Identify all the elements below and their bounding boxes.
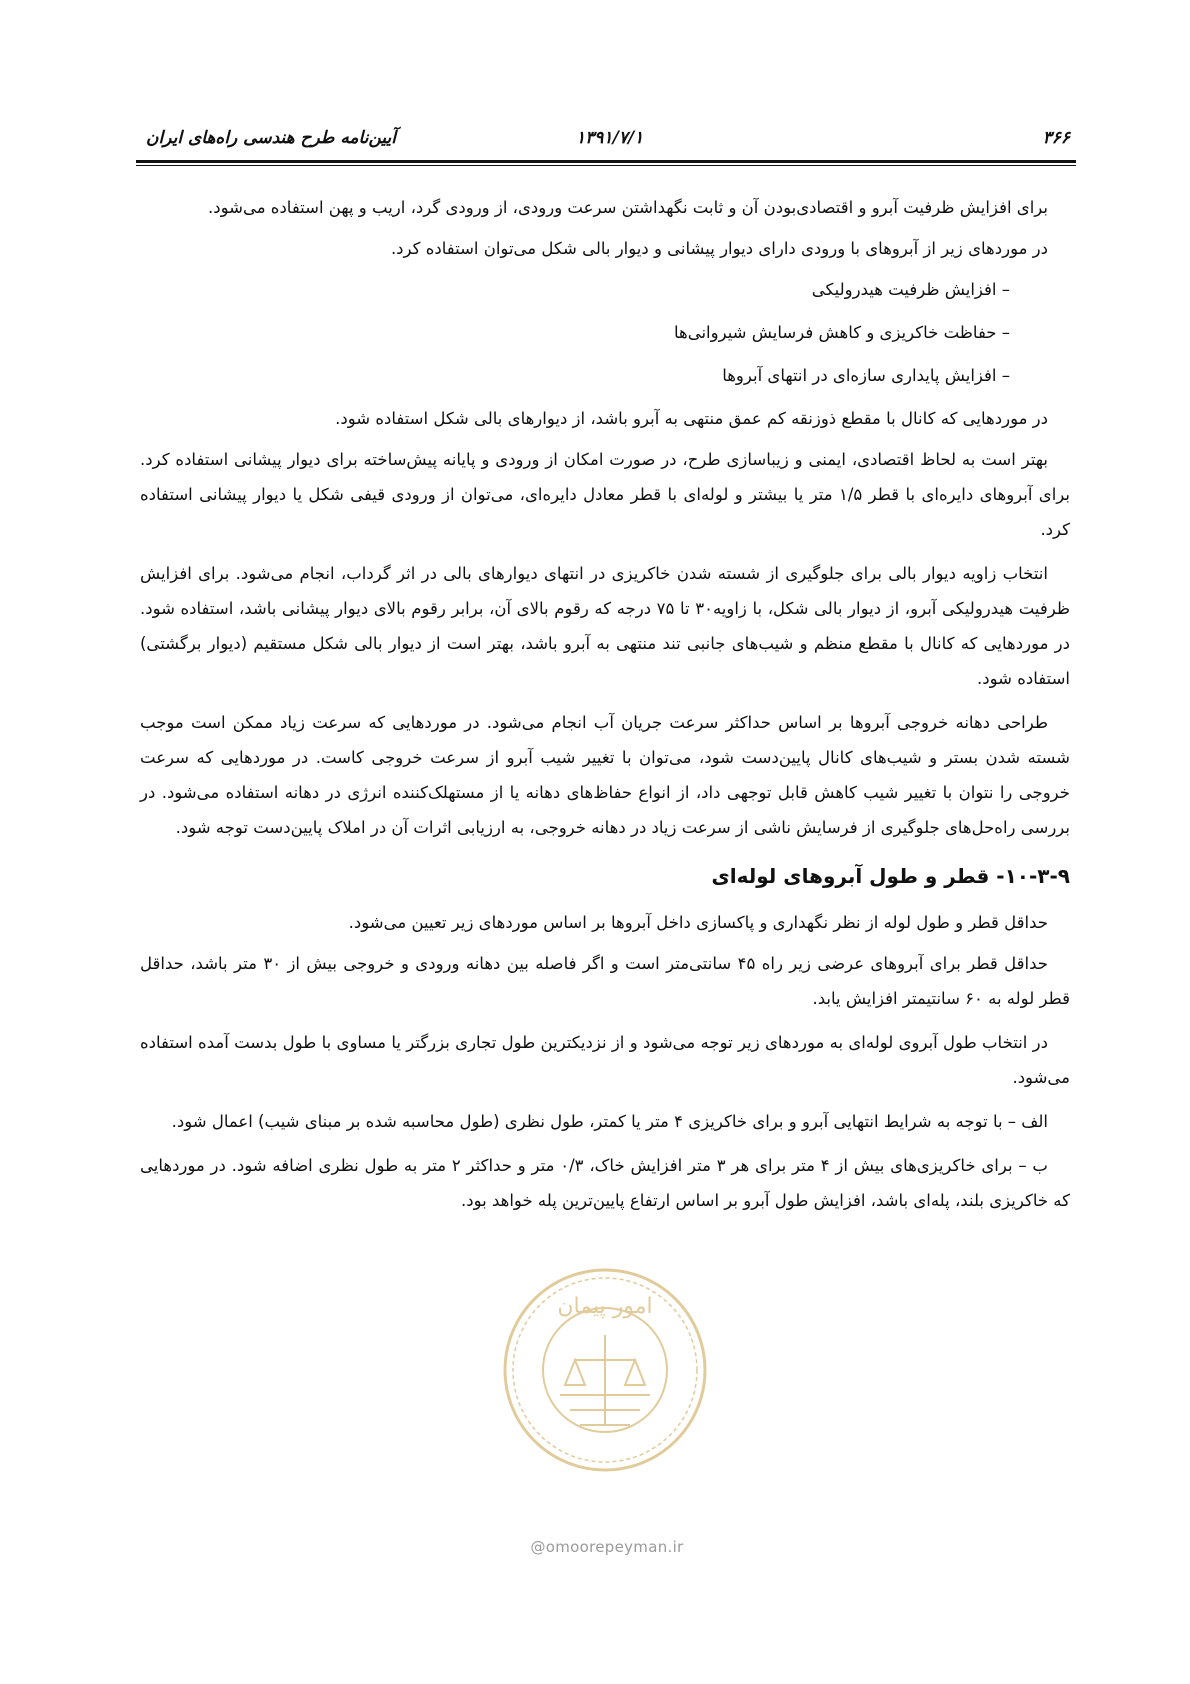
paragraph: در انتخاب طول آبروی لوله‌ای به موردهای زیر توجه می‌شود و از نزدیکترین طول تجاری بزرگتر یا مساوی با طول بدست آمده استفاده می‌شود. — [140, 1033, 1070, 1087]
page-number: ۳۶۶ — [1042, 128, 1070, 148]
section-heading: ۱۰-۳-۹- قطر و طول آبروهای لوله‌ای — [711, 864, 1070, 888]
paragraph: انتخاب زاویه دیوار بالی برای جلوگیری از شسته شدن خاکریزی در انتهای دیوارهای بالی در اثر گرداب، انجام می‌شود. برای افزایش ظرفیت هیدرولیکی آبرو، از دیوار بالی شکل، با زاویه۳۰ تا ۷۵ درجه که رقوم بالای آن، برابر رقوم بالای دیوار پیشانی باشد، استفاده شود. در موردهایی که کانال با مقطع منظم و شیب‌های جانبی تند منتهی به آبرو باشد، بهتر است از دیوار بالی شکل مستقیم (دیوار برگشتی) استفاده شود. — [140, 564, 1071, 688]
paragraph: طراحی دهانه خروجی آبروها بر اساس حداکثر سرعت جریان آب انجام می‌شود. در موردهایی که سرعت زیاد ممکن است موجب شسته شدن بستر و شیب‌های کانال پایین‌دست شود، می‌توان با تغییر شیب آبرو از سرعت خروجی کاست. در موردهایی که سرعت خروجی را نتوان با تغییر شیب کاهش قابل توجهی داد، از انواع حفاظ‌های دهانه یا از مستهلک‌کننده انرژی در دهانه استفاده می‌شود. در بررسی راه‌حل‌های جلوگیری از فرسایش ناشی از سرعت زیاد در دهانه خروجی، به ارزیابی اثرات آن در املاک پایین‌دست توجه شود. — [140, 713, 1070, 837]
header-rule-thin — [136, 165, 1076, 166]
watermark-site: @omoorepeyman.ir — [530, 1538, 684, 1556]
running-header — [136, 128, 1076, 154]
book-title: آیین‌نامه طرح هندسی راه‌های ایران — [146, 128, 396, 148]
paragraph: در موردهای زیر از آبروهای با ورودی دارای دیوار پیشانی و دیوار بالی شکل می‌توان استفاده کرد. — [390, 239, 1048, 258]
paragraph: ب – برای خاکریزی‌های بیش از ۴ متر برای هر ۳ متر افزایش خاک، ۰/۳ متر و حداکثر ۲ متر به طول نظری اضافه شود. در موردهایی که خاکریزی بلند، پله‌ای باشد، افزایش طول آبرو بر اساس ارتفاع پایین‌ترین پله خواهد بود. — [140, 1156, 1070, 1210]
header-rule-thick — [136, 160, 1076, 163]
paragraph: برای افزایش ظرفیت آبرو و اقتصادی‌بودن آن و ثابت نگهداشتن سرعت ورودی، از ورودی گرد، اریب و پهن استفاده می‌شود. — [208, 198, 1048, 217]
list-item: – حفاظت خاکریزی و کاهش فرسایش شیروانی‌ها — [673, 323, 1010, 342]
paragraph: در موردهایی که کانال با مقطع ذوزنقه کم عمق منتهی به آبرو باشد، از دیوارهای بالی شکل استفاده شود. — [335, 409, 1048, 428]
header-date: ۱۳۹۱/۷/۱ — [576, 128, 644, 148]
paragraph: الف – با توجه به شرایط انتهایی آبرو و برای خاکریزی ۴ متر یا کمتر، طول نظری (طول محاسبه شده بر مبنای شیب) اعمال شود. — [171, 1112, 1048, 1131]
paragraph: حداقل قطر برای آبروهای عرضی زیر راه ۴۵ سانتی‌متر است و اگر فاصله بین دهانه ورودی و خروجی بیش از ۳۰ متر باشد، حداقل قطر لوله به ۶۰ سانتیمتر افزایش یابد. — [140, 954, 1070, 1008]
body-text — [140, 190, 1070, 1227]
list-item: – افزایش پایداری سازه‌ای در انتهای آبروها — [722, 366, 1010, 385]
paragraph: حداقل قطر و طول لوله از نظر نگهداری و پاکسازی داخل آبروها بر اساس موردهای زیر تعیین می‌شود. — [348, 913, 1048, 932]
seal-watermark-icon — [500, 1265, 710, 1475]
seal-text: امور پیمان — [557, 1294, 653, 1319]
list-item: – افزایش ظرفیت هیدرولیکی — [811, 280, 1010, 299]
paragraph: بهتر است به لحاظ اقتصادی، ایمنی و زیباسازی طرح، در صورت امکان از ورودی و پایانه پیش‌ساخته برای دیوار پیشانی استفاده کرد. برای آبروهای دایره‌ای با قطر ۱/۵ متر یا بیشتر و لوله‌ای با قطر معادل دایره‌ای، می‌توان از ورودی قیفی شکل یا دیوار پیشانی استفاده کرد. — [140, 450, 1071, 539]
